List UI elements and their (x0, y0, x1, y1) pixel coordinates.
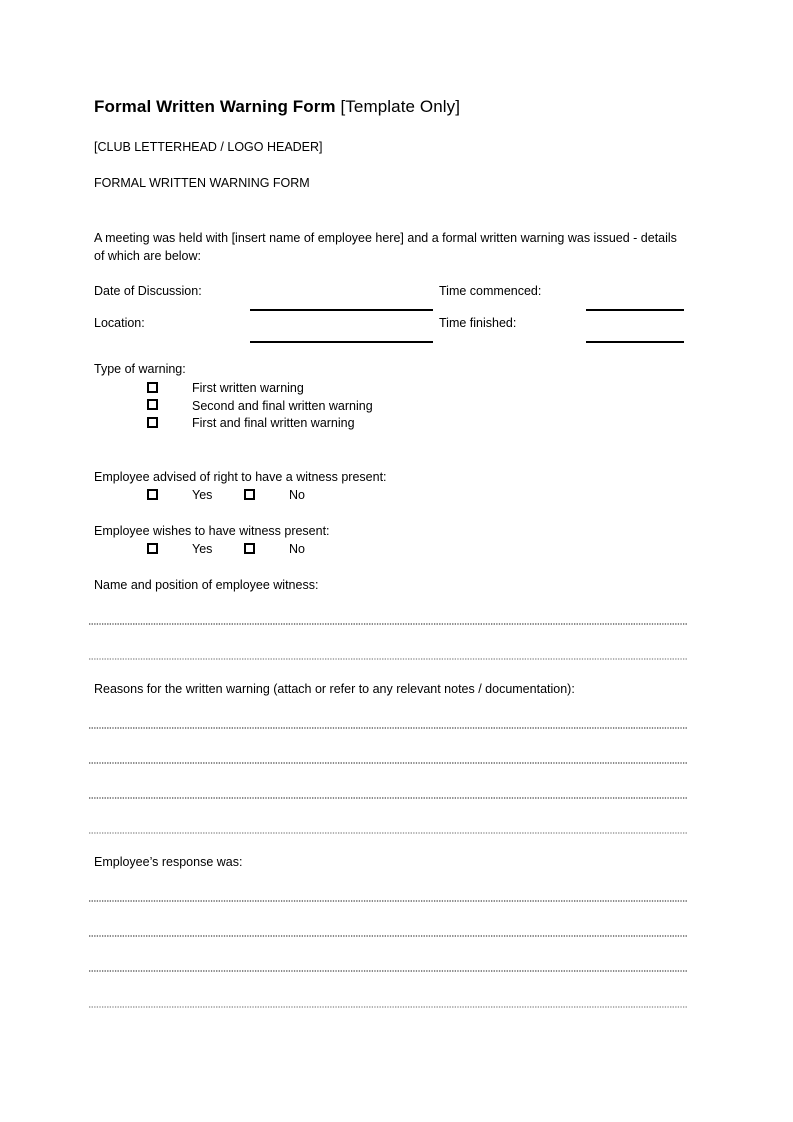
club-letterhead-placeholder: [CLUB LETTERHEAD / LOGO HEADER] (94, 140, 323, 154)
label-second-and-final-written-warning: Second and final written warning (192, 399, 373, 413)
response-writein-line[interactable] (89, 935, 687, 937)
page-title-bold: Formal Written Warning Form (94, 97, 336, 116)
label-reasons-for-warning: Reasons for the written warning (attach or refer to any relevant notes / documentation): (94, 682, 575, 696)
label-time-finished: Time finished: (439, 316, 517, 330)
page-title (94, 96, 460, 118)
reasons-writein-line[interactable] (89, 762, 687, 764)
reasons-writein-line[interactable] (89, 832, 687, 834)
page-title-qualifier: [Template Only] (340, 97, 461, 116)
label-employee-wishes-witness-present: Employee wishes to have witness present: (94, 524, 330, 538)
date-of-discussion-writein-rule[interactable] (250, 309, 433, 311)
reasons-writein-line[interactable] (89, 797, 687, 799)
label-first-written-warning: First written warning (192, 381, 304, 395)
time-commenced-writein-rule[interactable] (586, 309, 684, 311)
reasons-writein-line[interactable] (89, 727, 687, 729)
label-witness-name-and-position: Name and position of employee witness: (94, 578, 319, 592)
response-writein-line[interactable] (89, 970, 687, 972)
checkbox-first-and-final-written-warning[interactable] (147, 417, 158, 428)
label-advised-no: No (289, 488, 305, 502)
label-first-and-final-written-warning: First and final written warning (192, 416, 355, 430)
response-writein-line[interactable] (89, 900, 687, 902)
witness-name-writein-line[interactable] (89, 658, 687, 660)
label-wishes-no: No (289, 542, 305, 556)
form-heading: FORMAL WRITTEN WARNING FORM (94, 176, 310, 190)
response-writein-line[interactable] (89, 1006, 687, 1008)
intro-paragraph: A meeting was held with [insert name of employee here] and a formal written warning was issued - details of which are below: (94, 231, 677, 263)
label-location: Location: (94, 316, 145, 330)
label-wishes-yes: Yes (192, 542, 213, 556)
checkbox-wishes-yes[interactable] (147, 543, 158, 554)
location-writein-rule[interactable] (250, 341, 433, 343)
time-finished-writein-rule[interactable] (586, 341, 684, 343)
label-type-of-warning: Type of warning: (94, 362, 186, 376)
label-date-of-discussion: Date of Discussion: (94, 284, 202, 298)
label-advised-yes: Yes (192, 488, 213, 502)
checkbox-first-written-warning[interactable] (147, 382, 158, 393)
checkbox-wishes-no[interactable] (244, 543, 255, 554)
checkbox-advised-no[interactable] (244, 489, 255, 500)
label-employee-advised-of-witness-right: Employee advised of right to have a witness present: (94, 470, 387, 484)
label-employee-response: Employee’s response was: (94, 855, 243, 869)
checkbox-second-and-final-written-warning[interactable] (147, 399, 158, 410)
checkbox-advised-yes[interactable] (147, 489, 158, 500)
label-time-commenced: Time commenced: (439, 284, 542, 298)
witness-name-writein-line[interactable] (89, 623, 687, 625)
